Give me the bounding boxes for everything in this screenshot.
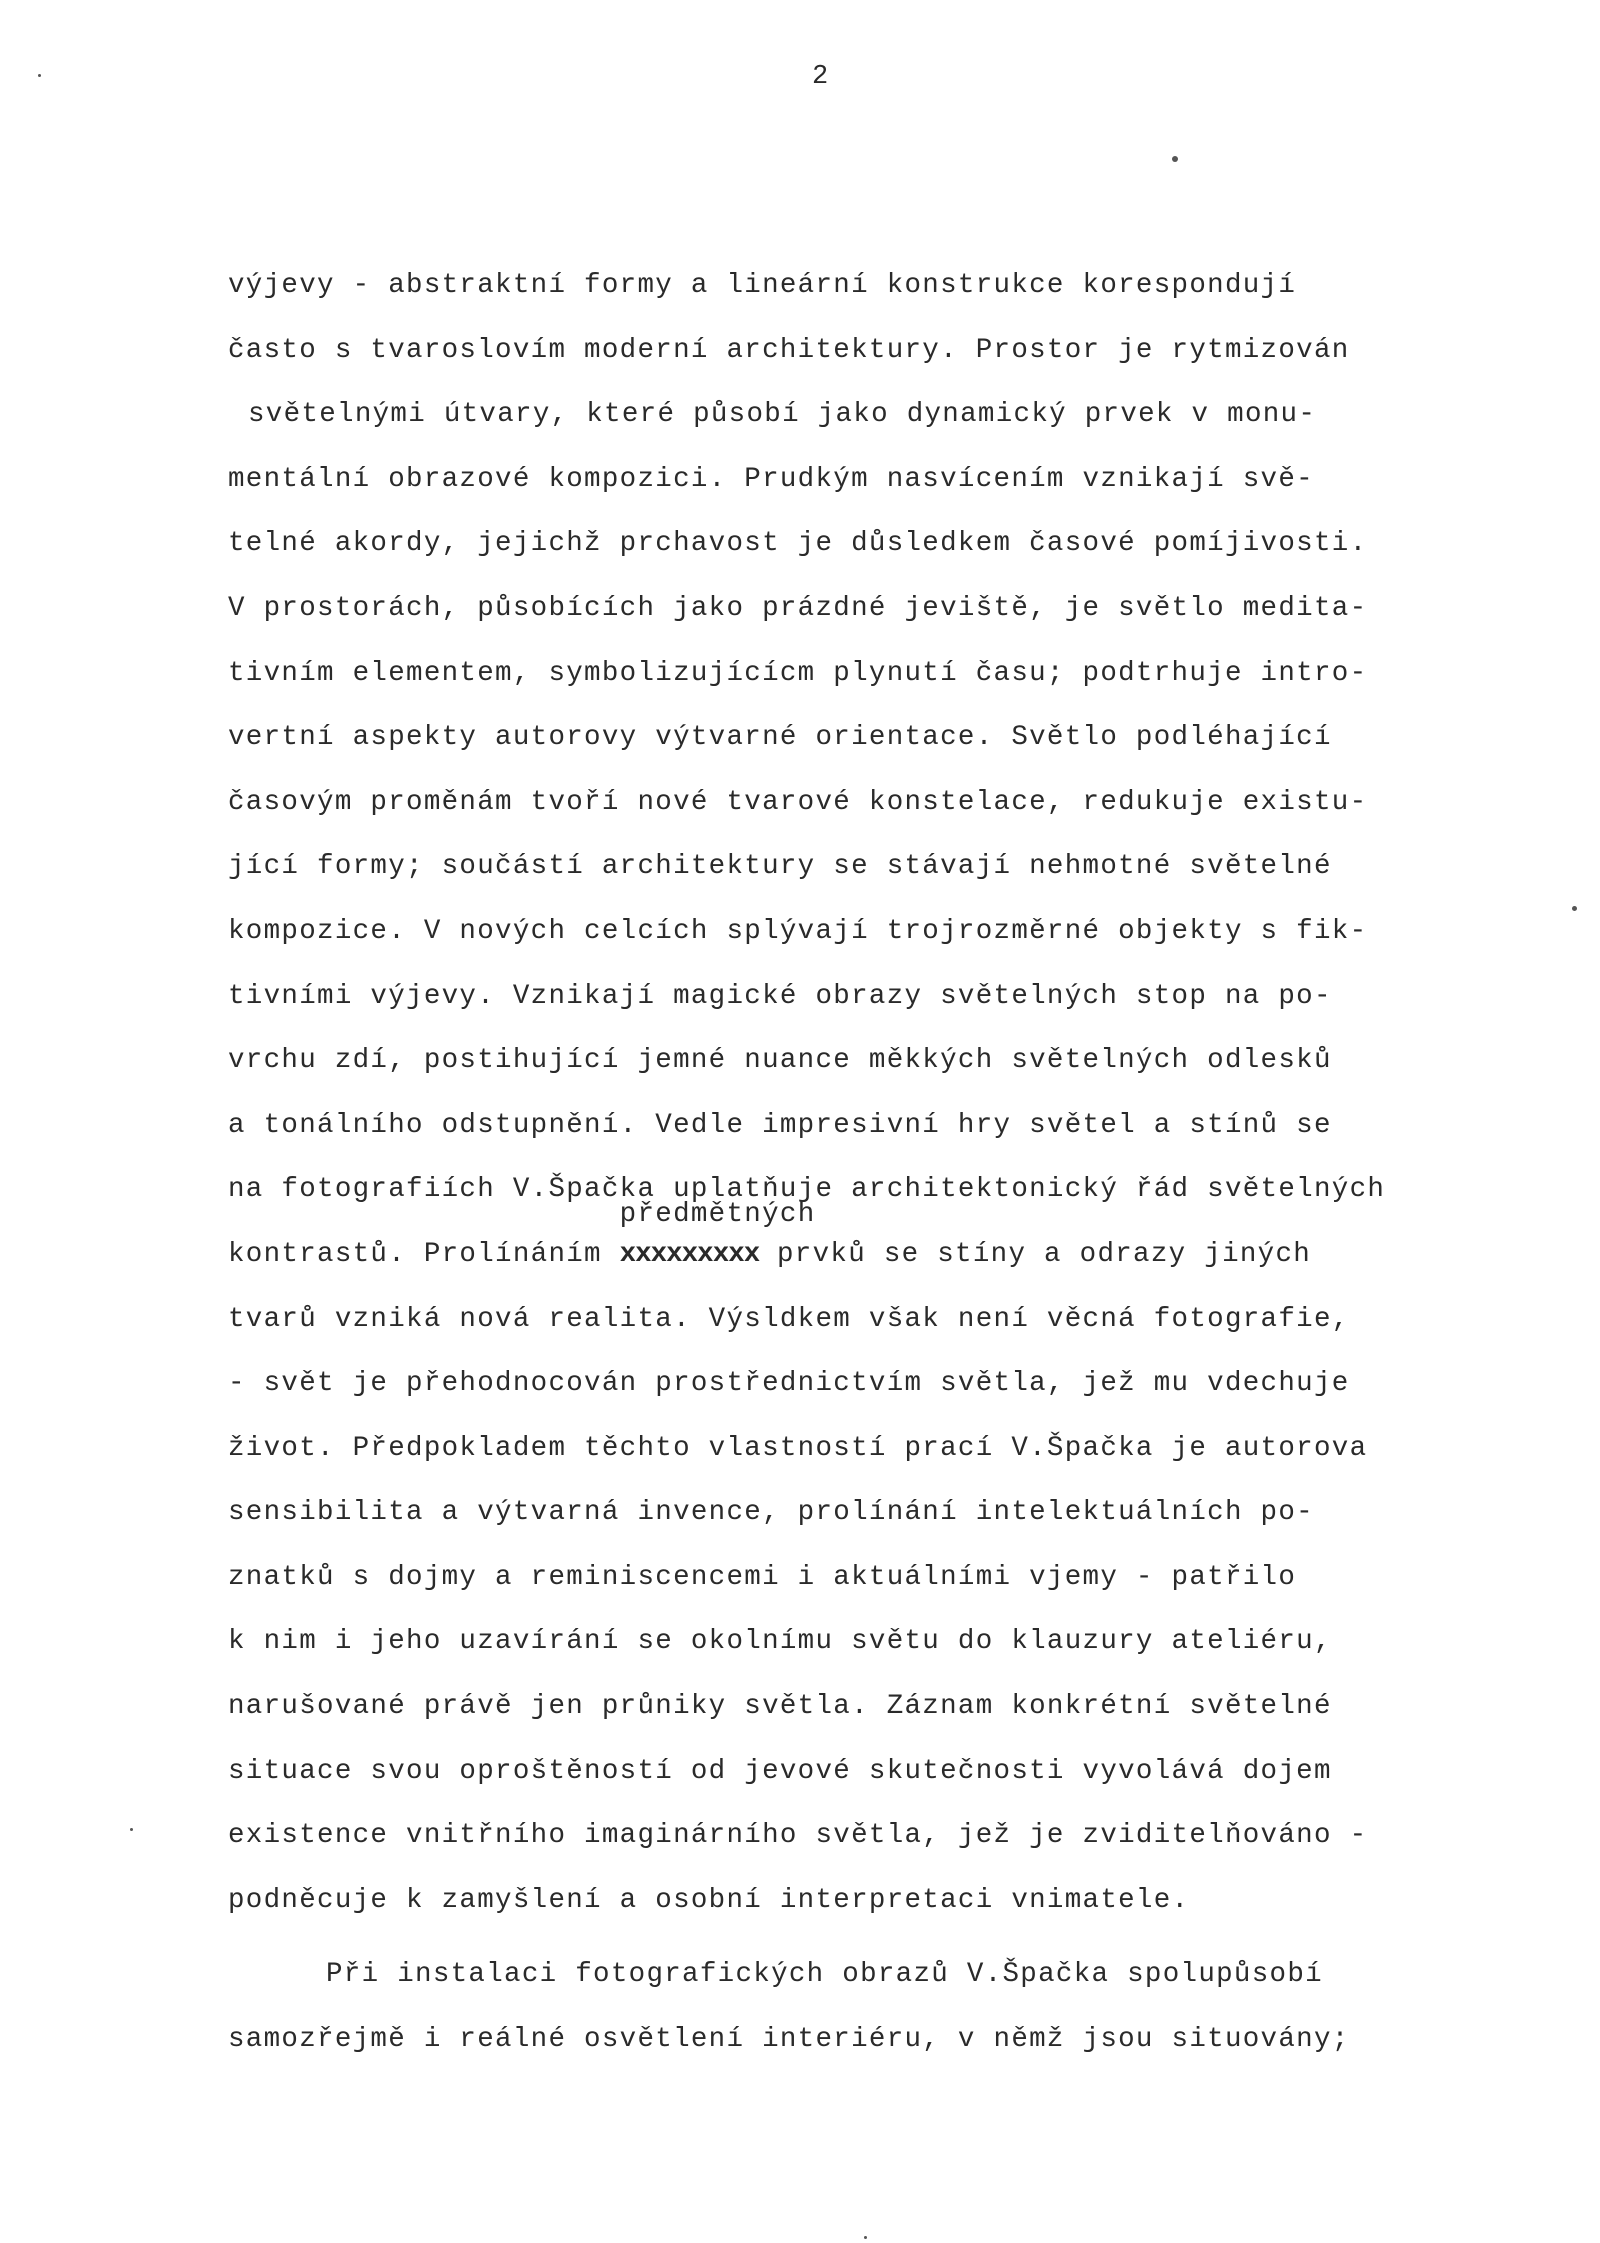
text-line: podněcuje k zamyšlení a osobní interpretaci vnimatele. xyxy=(228,1884,1190,1916)
text-line: světelnými útvary, které působí jako dynamický prvek v monu- xyxy=(248,399,1317,431)
scan-speck xyxy=(1172,156,1178,162)
correction-typed-above: předmětných xyxy=(619,1198,816,1230)
text-line: telné akordy, jejichž prchavost je důsledkem časové pomíjivosti. xyxy=(228,528,1368,560)
line-text-after: prvků se stíny a odrazy jiných xyxy=(759,1238,1312,1270)
text-line: život. Předpokladem těchto vlastností prací V.Špačka je autorova xyxy=(228,1432,1368,1464)
scan-speck xyxy=(38,74,41,77)
text-line: k nim i jeho uzavírání se okolnímu světu do klauzury ateliéru, xyxy=(228,1626,1332,1658)
struck-out-text: xxxxxxxxx xyxy=(619,1238,760,1270)
text-line: často s tvaroslovím moderní architektury. Prostor je rytmizován xyxy=(228,334,1350,366)
text-line: jící formy; součástí architektury se stávají nehmotné světelné xyxy=(228,851,1332,883)
text-line: - svět je přehodnocován prostřednictvím světla, jež mu vdechuje xyxy=(228,1368,1350,1400)
text-line: vertní aspekty autorovy výtvarné orientace. Světlo podléhající xyxy=(228,722,1332,754)
text-line: Při instalaci fotografických obrazů V.Špačka spolupůsobí xyxy=(326,1959,1323,1991)
typed-correction xyxy=(619,1198,816,1288)
page-number: 2 xyxy=(812,62,830,92)
text-line: tivním elementem, symbolizujícícm plynutí času; podtrhuje intro- xyxy=(228,657,1368,689)
paragraph-1 xyxy=(228,254,1548,1933)
scan-speck xyxy=(1572,906,1577,911)
text-line: V prostorách, působících jako prázdné jeviště, je světlo medita- xyxy=(228,592,1368,624)
text-line: a tonálního odstupnění. Vedle impresivní hry světel a stínů se xyxy=(228,1109,1332,1141)
text-line: sensibilita a výtvarná invence, prolínání intelektuálních po- xyxy=(228,1497,1314,1529)
paragraph-2 xyxy=(228,1943,1548,2072)
line-text-before: kontrastů. Prolínáním xyxy=(228,1238,620,1270)
text-line: narušované právě jen průniky světla. Záznam konkrétní světelné xyxy=(228,1691,1332,1723)
text-line: časovým proměnám tvoří nové tvarové konstelace, redukuje existu- xyxy=(228,786,1368,818)
document-body xyxy=(228,254,1548,2073)
text-line: kompozice. V nových celcích splývají trojrozměrné objekty s fik- xyxy=(228,915,1368,947)
text-line: mentální obrazové kompozici. Prudkým nasvícením vznikají svě- xyxy=(228,463,1314,495)
text-line: existence vnitřního imaginárního světla, jež je zviditelňováno - xyxy=(228,1820,1368,1852)
text-line: samozřejmě i reálné osvětlení interiéru, v němž jsou situovány; xyxy=(228,2024,1350,2056)
text-line: vrchu zdí, postihující jemné nuance měkkých světelných odlesků xyxy=(228,1045,1332,1077)
text-line: tivními výjevy. Vznikají magické obrazy světelných stop na po- xyxy=(228,980,1332,1012)
text-line: znatků s dojmy a reminiscencemi i aktuálními vjemy - patřilo xyxy=(228,1561,1297,1593)
text-line: na fotografiích V.Špačka uplatňuje architektonický řád světelných xyxy=(228,1174,1386,1206)
scan-speck xyxy=(130,1828,133,1831)
overstruck-text-line xyxy=(228,1198,1548,1288)
scan-speck xyxy=(864,2236,867,2239)
text-line: tvarů vzniká nová realita. Výsldkem však není věcná fotografie, xyxy=(228,1303,1350,1335)
text-line: výjevy - abstraktní formy a lineární konstrukce korespondují xyxy=(228,270,1297,301)
text-line: situace svou oproštěností od jevové skutečnosti vyvolává dojem xyxy=(228,1755,1332,1787)
